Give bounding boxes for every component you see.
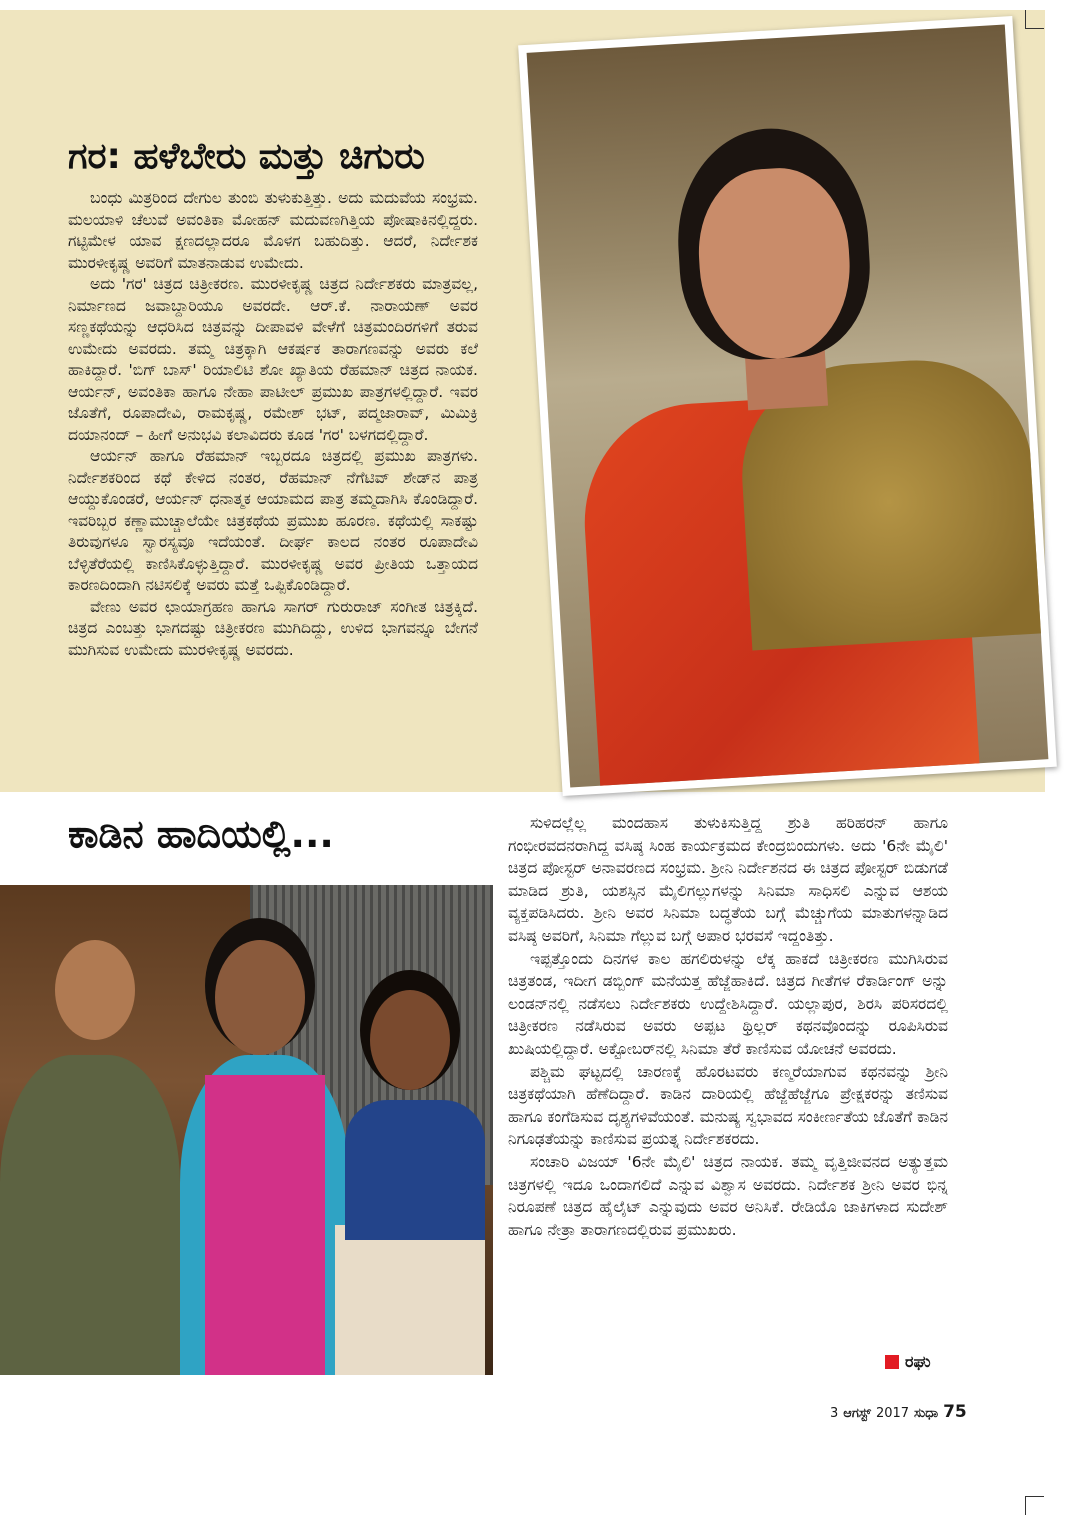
paragraph: ವೇಣು ಅವರ ಛಾಯಾಗ್ರಹಣ ಹಾಗೂ ಸಾಗರ್ ಗುರುರಾಜ್ ಸಂಗೀತ ಚಿತ್ರಕ್ಕಿದೆ. ಚಿತ್ರದ ಎಂಬತ್ತು ಭಾಗದಷ್ಟು ಚಿತ್ರೀಕರಣ ಮುಗಿದಿದ್ದು, ಉಳಿದ ಭಾಗವನ್ನೂ ಬೇಗನೆ ಮುಗಿಸುವ ಉಮೇದು ಮುರಳೀಕೃಷ್ಣ ಅವರದು. [68,597,478,659]
footer-day: 3 [830,1406,839,1421]
actress-photo [518,16,1057,796]
cast-group-photo [0,885,493,1375]
paragraph: ಸಂಚಾರಿ ವಿಜಯ್ '6ನೇ ಮೈಲಿ' ಚಿತ್ರದ ನಾಯಕ. ತಮ್ಮ ವೃತ್ತಿಜೀವನದ ಅತ್ಯುತ್ತಮ ಚಿತ್ರಗಳಲ್ಲಿ ಇದೂ ಒಂದಾಗಲಿದೆ ಎನ್ನುವ ವಿಶ್ವಾಸ ಅವರದು. ನಿರ್ದೇಶಕ ಶ್ರೀನಿ ಅವರ ಭಿನ್ನ ನಿರೂಪಣೆ ಚಿತ್ರದ ಹೈಲೈಟ್ ಎನ್ನುವುದು ಅವರ ಅನಿಸಿಕೆ. ರೇಡಿಯೊ ಜಾಕಿಗಳಾದ ಸುದೇಶ್ ಹಾಗೂ ನೇತ್ರಾ ತಾರಾಗಣದಲ್ಲಿರುವ ಪ್ರಮುಖರು. [508,1152,948,1239]
paragraph: ಬಂಧು ಮಿತ್ರರಿಂದ ದೇಗುಲ ತುಂಬಿ ತುಳುಕುತ್ತಿತ್ತು. ಅದು ಮದುವೆಯ ಸಂಭ್ರಮ. ಮಲಯಾಳಿ ಚೆಲುವೆ ಅವಂತಿಕಾ ಮೋಹನ್ ಮದುವಣಗಿತ್ತಿಯ ಪೋಷಾಕಿನಲ್ಲಿದ್ದರು. ಗಟ್ಟಿಮೇಳ ಯಾವ ಕ್ಷಣದಲ್ಲಾದರೂ ಮೊಳಗ ಬಹುದಿತ್ತು. ಆದರೆ, ನಿರ್ದೇಶಕ ಮುರಳೀಕೃಷ್ಣ ಅವರಿಗೆ ಮಾತನಾಡುವ ಉಮೇದು. [68,189,478,272]
paragraph: ಅದು 'ಗರ' ಚಿತ್ರದ ಚಿತ್ರೀಕರಣ. ಮುರಳೀಕೃಷ್ಣ ಚಿತ್ರದ ನಿರ್ದೇಶಕರು ಮಾತ್ರವಲ್ಲ, ನಿರ್ಮಾಣದ ಜವಾಬ್ದಾರಿಯೂ ಅವರದೇ. ಆರ್.ಕೆ. ನಾರಾಯಣ್ ಅವರ ಸಣ್ಣಕಥೆಯನ್ನು ಆಧರಿಸಿದ ಚಿತ್ರವನ್ನು ದೀಪಾವಳಿ ವೇಳೆಗೆ ಚಿತ್ರಮಂದಿರಗಳಿಗೆ ತರುವ ಉಮೇದು ಅವರದು. ತಮ್ಮ ಚಿತ್ರಕ್ಕಾಗಿ ಆಕರ್ಷಕ ತಾರಾಗಣವನ್ನು ಅವರು ಕಲೆ ಹಾಕಿದ್ದಾರೆ. 'ಬಿಗ್ ಬಾಸ್' ರಿಯಾಲಿಟಿ ಶೋ ಖ್ಯಾತಿಯ ರೆಹಮಾನ್ ಚಿತ್ರದ ನಾಯಕ. ಆರ್ಯನ್, ಅವಂತಿಕಾ ಹಾಗೂ ನೇಹಾ ಪಾಟೀಲ್ ಪ್ರಮುಖ ಪಾತ್ರಗಳಲ್ಲಿದ್ದಾರೆ. ಇವರ ಜೊತೆಗೆ, ರೂಪಾದೇವಿ, ರಾಮಕೃಷ್ಣ, ರಮೇಶ್ ಭಟ್, ಪದ್ಮಜಾರಾವ್, ಮಿಮಿಕ್ರಿ ದಯಾನಂದ್ – ಹೀಗೆ ಅನುಭವಿ ಕಲಾವಿದರು ಕೂಡ 'ಗರ' ಬಳಗದಲ್ಲಿದ್ದಾರೆ. [68,275,478,444]
footer-month: ಆಗಸ್ಟ್ [843,1406,871,1421]
article1-title: ಗರ: ಹಳೆಬೇರು ಮತ್ತು ಚಿಗುರು [68,136,425,177]
red-square-icon [885,1355,899,1369]
paragraph: ಪಶ್ಚಿಮ ಘಟ್ಟದಲ್ಲಿ ಚಾರಣಕ್ಕೆ ಹೊರಟವರು ಕಣ್ಮರೆಯಾಗುವ ಕಥನವನ್ನು ಶ್ರೀನಿ ಚಿತ್ರಕಥೆಯಾಗಿ ಹೆಣೆದಿದ್ದಾರೆ. ಕಾಡಿನ ದಾರಿಯಲ್ಲಿ ಹೆಜ್ಜೆಹೆಜ್ಜೆಗೂ ಪ್ರೇಕ್ಷಕರನ್ನು ತಣಿಸುವ ಹಾಗೂ ಕಂಗೆಡಿಸುವ ದೃಶ್ಯಗಳಿವೆಯಂತೆ. ಮನುಷ್ಯ ಸ್ವಭಾವದ ಸಂಕೀರ್ಣತೆಯ ಜೊತೆಗೆ ಕಾಡಿನ ನಿಗೂಢತೆಯನ್ನು ಕಾಣಿಸುವ ಪ್ರಯತ್ನ ನಿರ್ದೇಶಕರದು. [508,1062,948,1149]
footer-year: 2017 [875,1406,910,1421]
paragraph: ಆರ್ಯನ್ ಹಾಗೂ ರೆಹಮಾನ್ ಇಬ್ಬರದೂ ಚಿತ್ರದಲ್ಲಿ ಪ್ರಮುಖ ಪಾತ್ರಗಳು. ನಿರ್ದೇಶಕರಿಂದ ಕಥೆ ಕೇಳಿದ ನಂತರ, ರೆಹಮಾನ್ ನೆಗೆಟಿವ್ ಶೇಡ್‌ನ ಪಾತ್ರ ಆಯ್ದುಕೊಂಡರೆ, ಆರ್ಯನ್ ಧನಾತ್ಮಕ ಆಯಾಮದ ಪಾತ್ರ ತಮ್ಮದಾಗಿಸಿ ಕೊಂಡಿದ್ದಾರೆ. ಇವರಿಬ್ಬರ ಕಣ್ಣಾಮುಚ್ಚಾಲೆಯೇ ಚಿತ್ರಕಥೆಯ ಪ್ರಮುಖ ಹೂರಣ. ಕಥೆಯಲ್ಲಿ ಸಾಕಷ್ಟು ತಿರುವುಗಳೂ ಸ್ವಾರಸ್ಯವೂ ಇದೆಯಂತೆ. ದೀರ್ಘ ಕಾಲದ ನಂತರ ರೂಪಾದೇವಿ ಬೆಳ್ಳಿತೆರೆಯಲ್ಲಿ ಕಾಣಿಸಿಕೊಳ್ಳುತ್ತಿದ್ದಾರೆ. ಮುರಳೀಕೃಷ್ಣ ಅವರ ಪ್ರೀತಿಯ ಒತ್ತಾಯದ ಕಾರಣದಿಂದಾಗಿ ನಟಿಸಲಿಕ್ಕೆ ಅವರು ಮತ್ತೆ ಒಪ್ಪಿಕೊಂಡಿದ್ದಾರೆ. [68,447,478,594]
article2-title: ಕಾಡಿನ ಹಾದಿಯಲ್ಲಿ... [68,812,334,856]
byline [885,1352,931,1372]
paragraph: ಇಪ್ಪತ್ತೊಂದು ದಿನಗಳ ಕಾಲ ಹಗಲಿರುಳನ್ನು ಲೆಕ್ಕ ಹಾಕದೆ ಚಿತ್ರೀಕರಣ ಮುಗಿಸಿರುವ ಚಿತ್ರತಂಡ, ಇದೀಗ ಡಬ್ಬಿಂಗ್ ಮನೆಯತ್ತ ಹೆಜ್ಜೆಹಾಕಿದೆ. ಚಿತ್ರದ ಗೀತೆಗಳ ರೆಕಾರ್ಡಿಂಗ್ ಅನ್ನು ಲಂಡನ್‌ನಲ್ಲಿ ನಡೆಸಲು ನಿರ್ದೇಶಕರು ಉದ್ದೇಶಿಸಿದ್ದಾರೆ. ಯಲ್ಲಾಪುರ, ಶಿರಸಿ ಪರಿಸರದಲ್ಲಿ ಚಿತ್ರೀಕರಣ ನಡೆಸಿರುವ ಅವರು ಅಪ್ಪಟ ಥ್ರಿಲ್ಲರ್ ಕಥನವೊಂದನ್ನು ರೂಪಿಸಿರುವ ಖುಷಿಯಲ್ಲಿದ್ದಾರೆ. ಅಕ್ಟೋಬರ್‌ನಲ್ಲಿ ಸಿನಿಮಾ ತೆರೆ ಕಾಣಿಸುವ ಯೋಚನೆ ಅವರದು. [508,949,948,1058]
page-number: 75 [943,1402,967,1422]
paragraph: ಸುಳಿದಲ್ಲೆಲ್ಲ ಮಂದಹಾಸ ತುಳುಕಿಸುತ್ತಿದ್ದ ಶ್ರುತಿ ಹರಿಹರನ್ ಹಾಗೂ ಗಂಭೀರವದನರಾಗಿದ್ದ ವಸಿಷ್ಠ ಸಿಂಹ ಕಾರ್ಯಕ್ರಮದ ಕೇಂದ್ರಬಿಂದುಗಳು. ಅದು '6ನೇ ಮೈಲಿ' ಚಿತ್ರದ ಪೋಸ್ಟರ್ ಅನಾವರಣದ ಸಂಭ್ರಮ. ಶ್ರೀನಿ ನಿರ್ದೇಶನದ ಈ ಚಿತ್ರದ ಪೋಸ್ಟರ್ ಬಿಡುಗಡೆ ಮಾಡಿದ ಶ್ರುತಿ, ಯಶಸ್ಸಿನ ಮೈಲಿಗಲ್ಲುಗಳನ್ನು ಸಿನಿಮಾ ಸಾಧಿಸಲಿ ಎನ್ನುವ ಆಶಯ ವ್ಯಕ್ತಪಡಿಸಿದರು. ಶ್ರೀನಿ ಅವರ ಸಿನಿಮಾ ಬದ್ಧತೆಯ ಬಗ್ಗೆ ಮೆಚ್ಚುಗೆಯ ಮಾತುಗಳನ್ನಾಡಿದ ವಸಿಷ್ಠ ಅವರಿಗೆ, ಸಿನಿಮಾ ಗೆಲ್ಲುವ ಬಗ್ಗೆ ಅಪಾರ ಭರವಸೆ ಇದ್ದಂತಿತ್ತು. [508,814,948,945]
article2-body [508,812,948,1241]
author-name: ರಘು [905,1352,931,1371]
crop-mark-top [1025,10,1044,29]
article1-body [68,188,478,661]
crop-mark-bottom [1025,1496,1044,1515]
page-footer [830,1402,967,1422]
magazine-name: ಸುಧಾ [914,1406,939,1421]
